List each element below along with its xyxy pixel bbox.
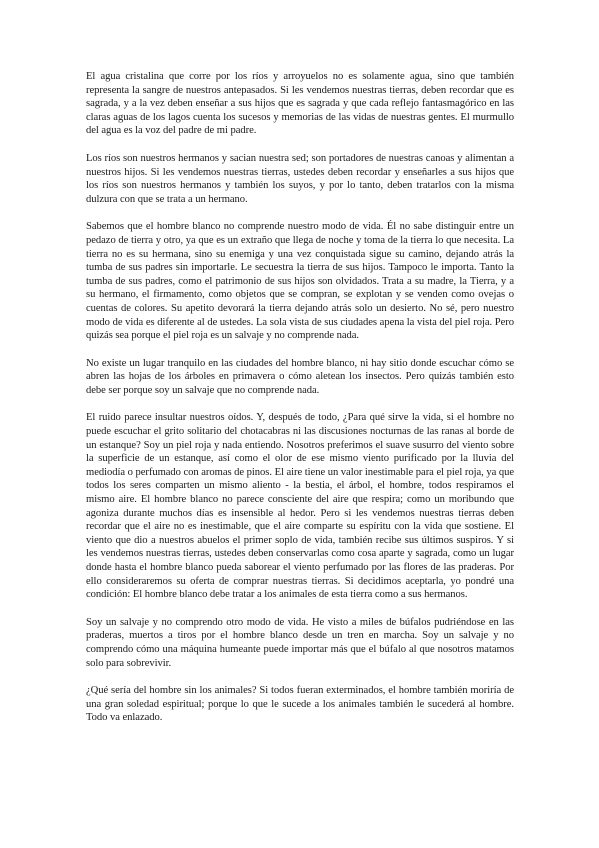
paragraph: Los ríos son nuestros hermanos y sacian nuestra sed; son portadores de nuestras canoas y alimentan a nuestros hijos. Si les vendemos nuestras tierras, ustedes deben recordar y enseñarles a sus hijos que los ríos son nuestros hermanos y también los suyos, y por lo tanto, deben tratarlos con la misma dulzura con que se trata a un hermano. xyxy=(86,152,514,205)
paragraph: Sabemos que el hombre blanco no comprende nuestro modo de vida. Él no sabe distinguir entre un pedazo de tierra y otro, ya que es un extraño que llega de noche y toma de la tierra lo que necesita. La tierra no es su hermana, sino su enemiga y una vez conquistada sigue su camino, dejando atrás la tumba de sus padres sin importarle. Le secuestra la tierra de sus hijos. Tampoco le importa. Tanto la tumba de sus padres, como el patrimonio de sus hijos son olvidados. Trata a su madre, la Tierra, y a su hermano, el firmamento, como objetos que se compran, se explotan y se venden como ovejas o cuentas de colores. Su apetito devorará la tierra dejando atrás solo un desierto. No sé, pero nuestro modo de vida es diferente al de ustedes. La sola vista de sus ciudades apena la vista del piel roja. Pero quizás sea porque el piel roja es un salvaje y no comprende nada. xyxy=(86,221,514,342)
paragraph: ¿Qué sería del hombre sin los animales? Si todos fueran exterminados, el hombre también moriría de una gran soledad espiritual; porque lo que le sucede a los animales también le sucederá al hombre. Todo va enlazado. xyxy=(86,685,514,724)
document-body xyxy=(86,70,514,739)
paragraph: El ruido parece insultar nuestros oídos. Y, después de todo, ¿Para qué sirve la vida, si el hombre no puede escuchar el grito solitario del chotacabras ni las discusiones nocturnas de las ranas al borde de un estanque? Soy un piel roja y nada entiendo. Nosotros preferimos el suave susurro del viento sobre la superficie de un estanque, así como el olor de ese mismo viento purificado por la lluvia del mediodía o perfumado con aromas de pinos. El aire tiene un valor inestimable para el piel roja, ya que todos los seres comparten un mismo aliento - la bestia, el árbol, el hombre, todos respiramos el mismo aire. El hombre blanco no parece consciente del aire que respira; como un moribundo que agoniza durante muchos días es insensible al hedor. Pero si les vendemos nuestras tierras deben recordar que el aire no es inestimable, que el aire comparte su espíritu con la vida que sostiene. El viento que dio a nuestros abuelos el primer soplo de vida, también recibe sus últimos suspiros. Y si les vendemos nuestras tierras, ustedes deben conservarlas como cosa aparte y sagrada, como un lugar donde hasta el hombre blanco pueda saborear el viento perfumado por las flores de las praderas. Por ello consideraremos su oferta de comprar nuestras tierras. Si decidimos aceptarla, yo pondré una condición: El hombre blanco debe tratar a los animales de esta tierra como a sus hermanos. xyxy=(86,412,514,601)
paragraph: El agua cristalina que corre por los ríos y arroyuelos no es solamente agua, sino que también representa la sangre de nuestros antepasados. Si les vendemos nuestras tierras, deben recordar que es sagrada, y a la vez deben enseñar a sus hijos que es sagrada y que cada reflejo fantasmagórico en las claras aguas de los lagos cuenta los sucesos y memorias de las vidas de nuestras gentes. El murmullo del agua es la voz del padre de mi padre. xyxy=(86,71,514,137)
paragraph: No existe un lugar tranquilo en las ciudades del hombre blanco, ni hay sitio donde escuchar cómo se abren las hojas de los árboles en primavera o cómo aletean los insectos. Pero quizás también esto debe ser porque soy un salvaje que no comprende nada. xyxy=(86,357,514,396)
paragraph: Soy un salvaje y no comprendo otro modo de vida. He visto a miles de búfalos pudriéndose en las praderas, muertos a tiros por el hombre blanco desde un tren en marcha. Soy un salvaje y no comprendo cómo una máquina humeante puede importar más que el búfalo al que nosotros matamos solo para sobrevivir. xyxy=(86,616,514,669)
